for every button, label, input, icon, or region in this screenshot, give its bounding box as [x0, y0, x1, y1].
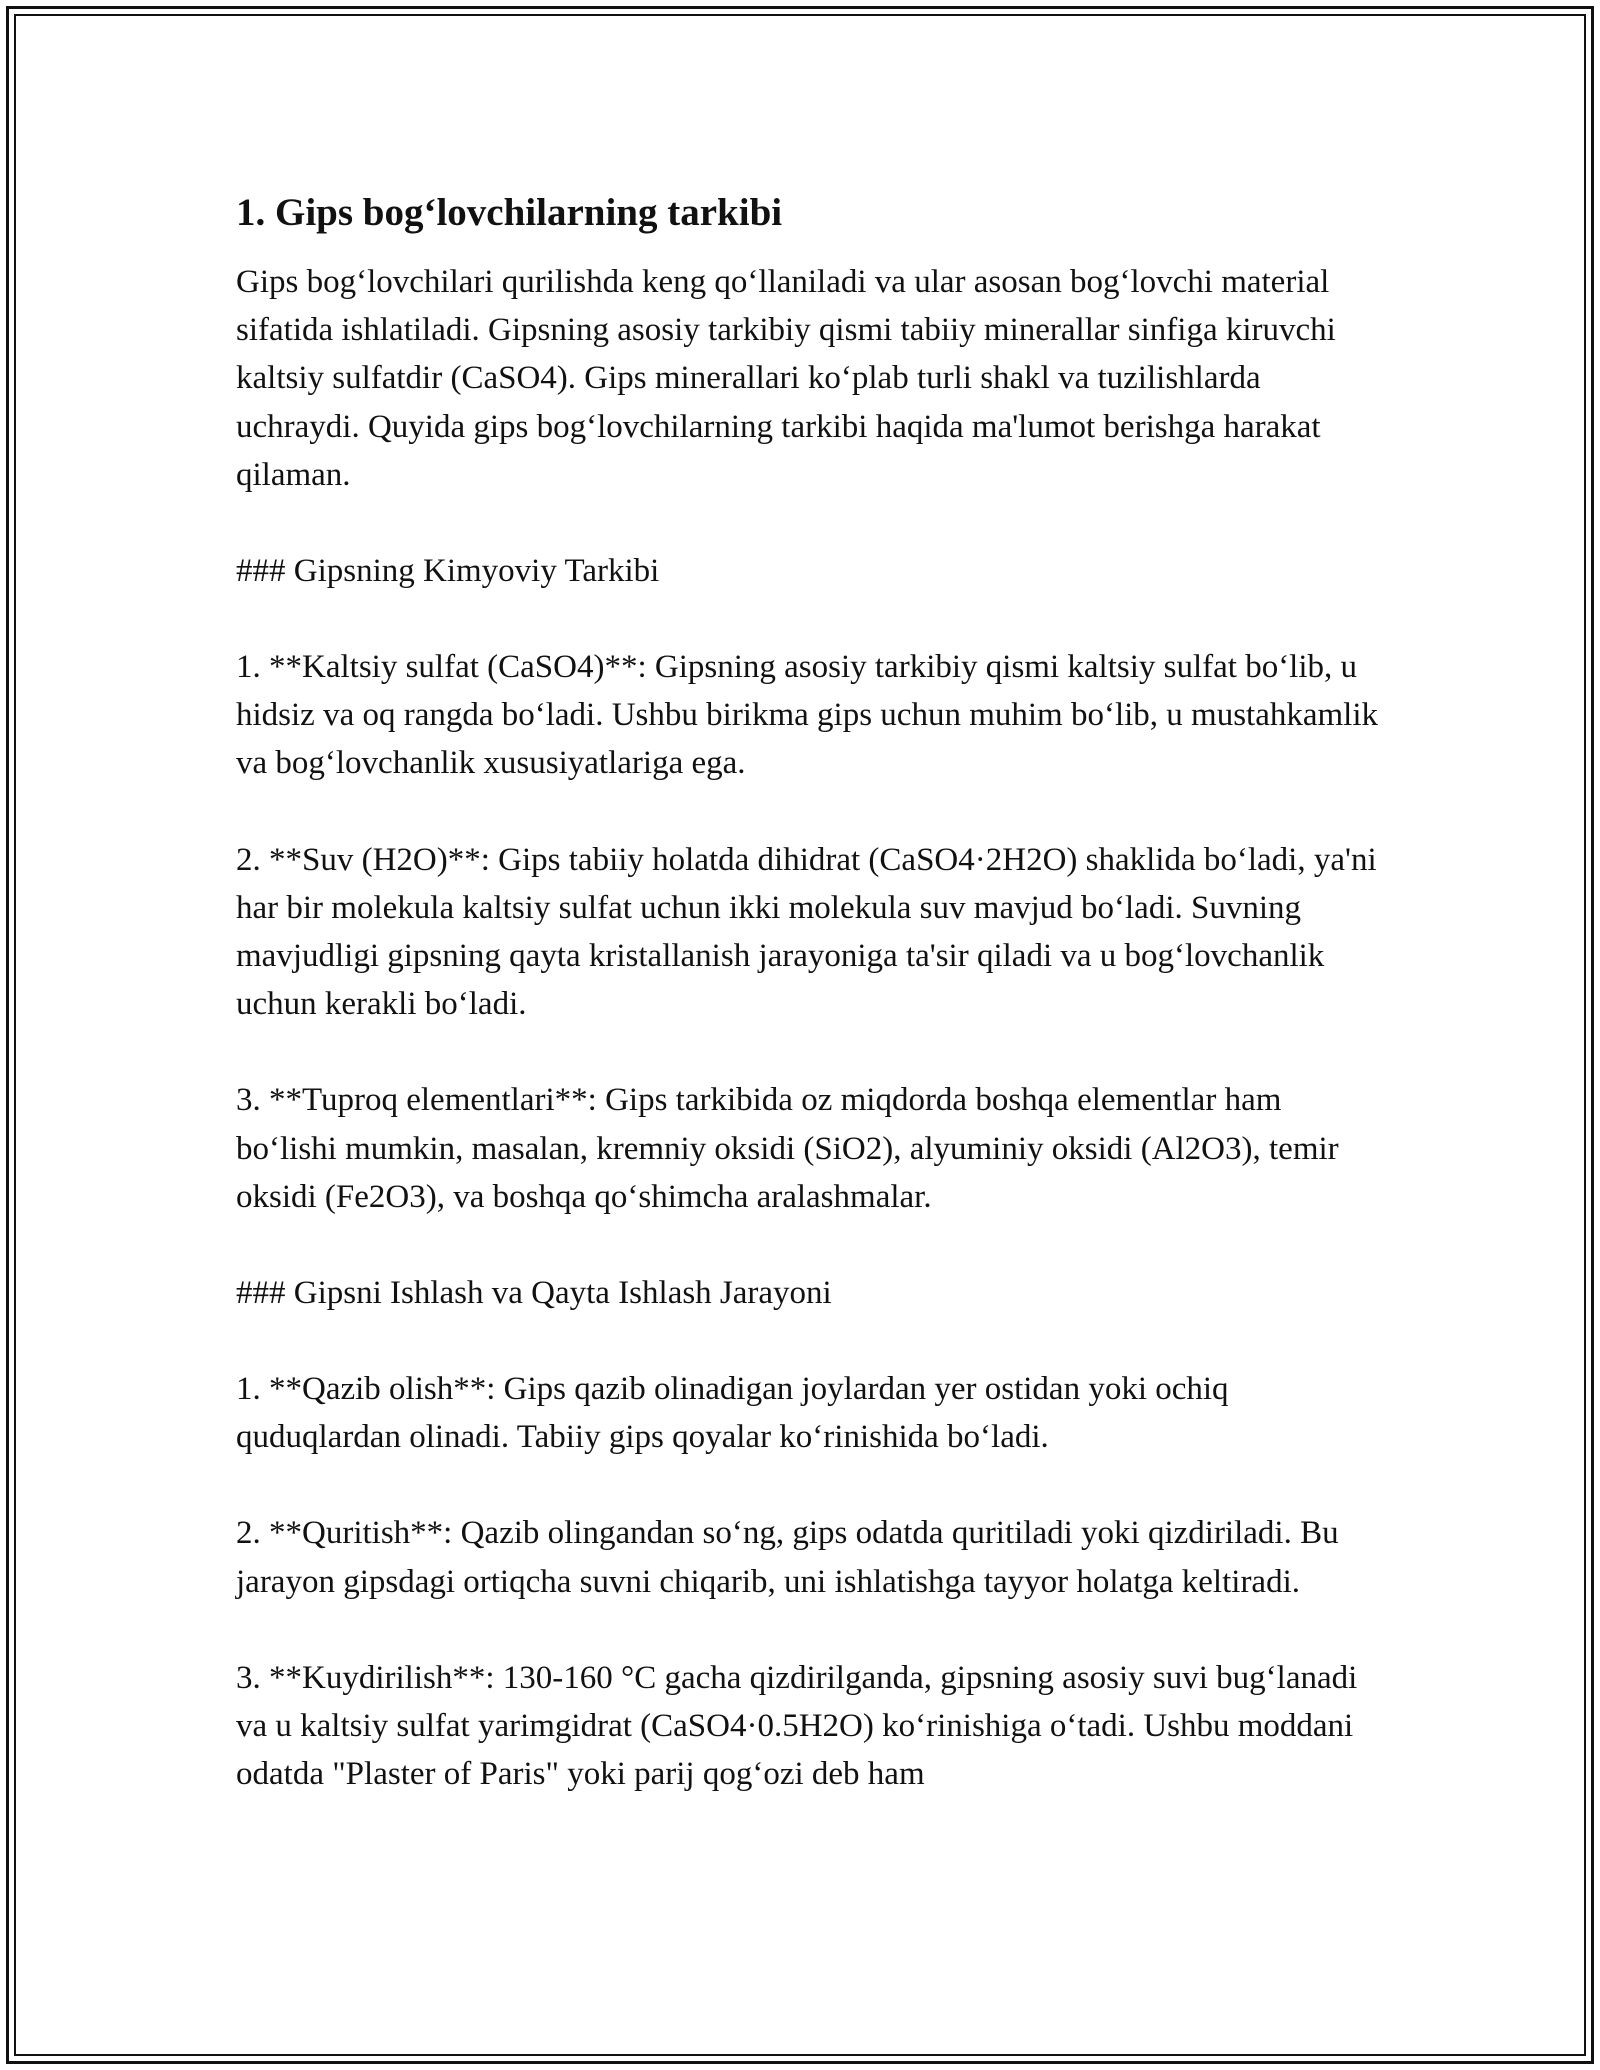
list-item: 2. **Quritish**: Qazib olingandan so‘ng, gips odatda quritiladi yoki qizdiriladi. Bu jarayon gipsdagi ortiqcha suvni chiqarib, uni ishlatishga tayyor holatga keltiradi.	[236, 1515, 1339, 1600]
section-heading: ### Gipsning Kimyoviy Tarkibi	[236, 553, 660, 590]
list-item: 1. **Qazib olish**: Gips qazib olinadigan joylardan yer ostidan yoki ochiq quduqlardan olinadi. Tabiiy gips qoyalar ko‘rinishida bo‘ladi.	[236, 1371, 1229, 1456]
section-processing	[236, 1269, 1386, 1798]
document-body	[236, 188, 1386, 1846]
list-item: 1. **Kaltsiy sulfat (CaSO4)**: Gipsning asosiy tarkibiy qismi kaltsiy sulfat bo‘lib, u hidsiz va oq rangda bo‘ladi. Ushbu birikma gips uchun muhim bo‘lib, u mustahkamlik va bog‘lovchanlik xususiyatlariga ega.	[236, 649, 1379, 782]
document-title: 1. Gips bog‘lovchilarning tarkibi	[236, 191, 783, 234]
intro-paragraph: Gips bog‘lovchilari qurilishda keng qo‘llaniladi va ular asosan bog‘lovchi material sifatida ishlatiladi. Gipsning asosiy tarkibiy qismi tabiiy minerallar sinfiga kiruvchi kaltsiy sulfatdir (CaSO4). Gips minerallari ko‘plab turli shakl va tuzilishlarda uchraydi. Quyida gips bog‘lovchilarning tarkibi haqida ma'lumot berishga harakat qilaman.	[236, 264, 1336, 493]
list-item: 2. **Suv (H2O)**: Gips tabiiy holatda dihidrat (CaSO4·2H2O) shaklida bo‘ladi, ya'ni har bir molekula kaltsiy sulfat uchun ikki molekula suv mavjud bo‘ladi. Suvning mavjudligi gipsning qayta kristallanish jarayoniga ta'sir qiladi va u bog‘lovchanlik uchun kerakli bo‘ladi.	[236, 841, 1377, 1023]
list-item: 3. **Kuydirilish**: 130-160 °C gacha qizdirilganda, gipsning asosiy suvi bug‘lanadi va u kaltsiy sulfat yarimgidrat (CaSO4·0.5H2O) ko‘rinishiga o‘tadi. Ushbu moddani odatda "Plaster of Paris" yoki parij qog‘ozi deb ham	[236, 1659, 1358, 1793]
section-chemical-composition	[236, 547, 1386, 1221]
section-heading: ### Gipsni Ishlash va Qayta Ishlash Jarayoni	[236, 1275, 832, 1312]
list-item: 3. **Tuproq elementlari**: Gips tarkibida oz miqdorda boshqa elementlar ham bo‘lishi mumkin, masalan, kremniy oksidi (SiO2), alyuminiy oksidi (Al2O3), temir oksidi (Fe2O3), va boshqa qo‘shimcha aralashmalar.	[236, 1082, 1339, 1215]
